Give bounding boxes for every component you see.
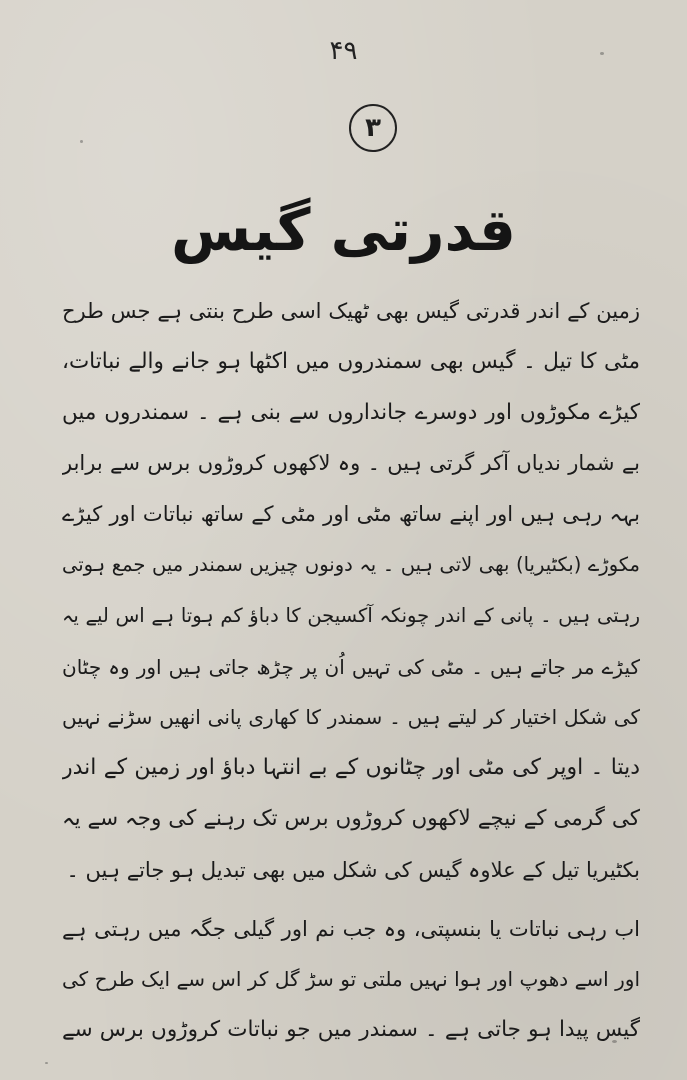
text-line: بے شمار ندیاں آکر گرتی ہیں ۔ وہ لاکھوں کروڑوں برس سے برابر <box>62 451 640 476</box>
paper-speck <box>45 1062 48 1064</box>
text-line: مٹی کا تیل ۔ گیس بھی سمندروں میں اکٹھا ہو جانے والے نباتات، <box>62 348 640 374</box>
text-line: مکوڑے (بکٹیریا) بھی لاتی ہیں ۔ یہ دونوں چیزیں سمندر میں جمع ہوتی <box>62 552 640 576</box>
text-line: دیتا ۔ اوپر کی مٹی اور چٹانوں کے بے انتہا دباؤ اور زمین کے اندر <box>62 755 640 781</box>
text-line: اب رہی نباتات یا بنسپتی، وہ جب نم اور گیلی جگہ میں رہتی ہے <box>62 916 640 941</box>
text-line: بکٹیریا تیل کے علاوہ گیس کی شکل میں بھی تبدیل ہو جاتے ہیں ۔ <box>66 857 640 882</box>
text-line: کیڑے مر جاتے ہیں ۔ مٹی کی تہیں اُن پر چڑھ جاتی ہیں اور وہ چٹان <box>62 654 640 679</box>
text-line: کیڑے مکوڑوں اور دوسرے جانداروں سے بنی ہے ۔ سمندروں میں <box>62 399 640 425</box>
body-text <box>62 286 640 1056</box>
text-line: گیس پیدا ہو جاتی ہے ۔ سمندر میں جو نباتات کروڑوں برس سے <box>62 1017 640 1043</box>
text-line: بہہ رہی ہیں اور اپنے ساتھ مٹی اور مٹی کے ساتھ نباتات اور کیڑے <box>62 502 640 527</box>
text-line: کی گرمی کے نیچے لاکھوں کروڑوں برس تک رہنے کی وجہ سے یہ <box>62 805 640 831</box>
page-number: ۴۹ <box>329 36 358 66</box>
paper-speck <box>600 52 604 55</box>
text-line: رہتی ہیں ۔ پانی کے اندر چونکہ آکسیجن کا دباؤ کم ہوتا ہے اس لیے یہ <box>62 603 640 627</box>
chapter-number-badge: ۳ <box>349 104 397 152</box>
paper-speck <box>612 1040 617 1043</box>
text-line: کی شکل اختیار کر لیتے ہیں ۔ سمندر کا کھاری پانی انھیں سڑنے نہیں <box>62 705 640 730</box>
text-line: زمین کے اندر قدرتی گیس بھی ٹھیک اسی طرح بنتی ہے جس طرح <box>62 299 640 323</box>
text-line: اور اسے دھوپ اور ہوا نہیں ملتی تو سڑ گل کر اس سے ایک طرح کی <box>62 967 640 992</box>
paper-speck <box>80 140 83 143</box>
chapter-title: قدرتی گیس <box>171 196 516 264</box>
